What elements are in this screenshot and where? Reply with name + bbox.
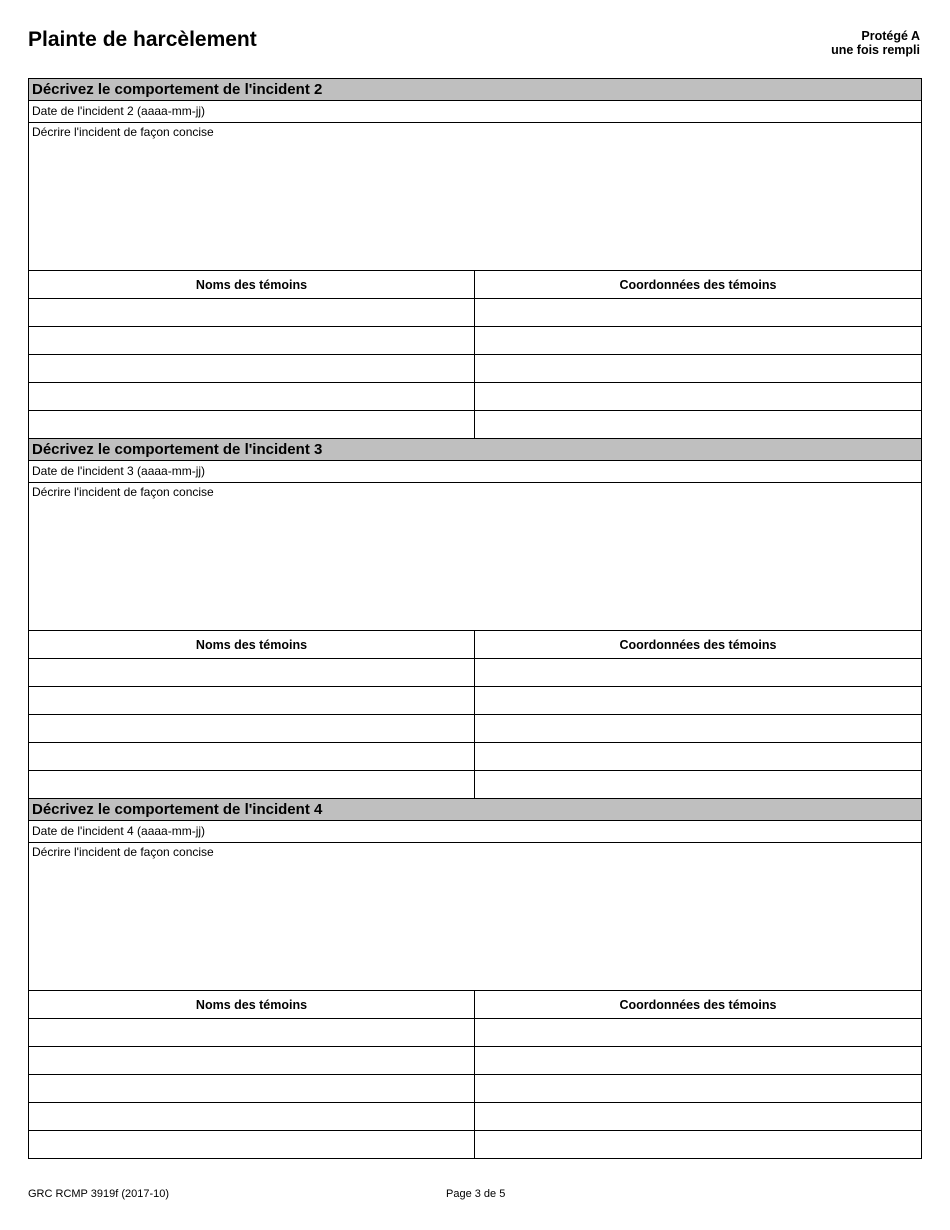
witness-name-input[interactable] (29, 299, 475, 326)
incident-form (28, 78, 922, 1159)
witness-row (29, 326, 921, 354)
incident-date-field[interactable]: Date de l'incident 4 (aaaa-mm-jj) (29, 820, 921, 842)
section-heading: Décrivez le comportement de l'incident 3 (29, 438, 921, 460)
witness-contact-input[interactable] (475, 1103, 921, 1130)
witness-table-header (29, 270, 921, 298)
witness-row (29, 714, 921, 742)
witness-names-header: Noms des témoins (29, 271, 475, 298)
witness-contact-input[interactable] (475, 715, 921, 742)
section-heading: Décrivez le comportement de l'incident 4 (29, 798, 921, 820)
page-number: Page 3 de 5 (446, 1188, 506, 1200)
witness-contact-input[interactable] (475, 687, 921, 714)
incident-section-2 (29, 78, 921, 438)
witness-contact-input[interactable] (475, 743, 921, 770)
witness-contact-input[interactable] (475, 411, 921, 438)
security-classification (831, 29, 920, 57)
witness-table-header (29, 990, 921, 1018)
witness-name-input[interactable] (29, 411, 475, 438)
incident-date-field[interactable]: Date de l'incident 2 (aaaa-mm-jj) (29, 100, 921, 122)
witness-names-header: Noms des témoins (29, 991, 475, 1018)
witness-row (29, 1074, 921, 1102)
witness-row (29, 686, 921, 714)
protected-label: Protégé A (861, 29, 920, 43)
page-title: Plainte de harcèlement (28, 28, 257, 51)
witness-row (29, 1046, 921, 1074)
witness-name-input[interactable] (29, 1103, 475, 1130)
witness-contact-input[interactable] (475, 1019, 921, 1046)
witness-row (29, 658, 921, 686)
incident-description-field[interactable]: Décrire l'incident de façon concise (29, 482, 921, 630)
witness-row (29, 382, 921, 410)
incident-description-field[interactable]: Décrire l'incident de façon concise (29, 842, 921, 990)
witness-contact-input[interactable] (475, 299, 921, 326)
witness-contact-header: Coordonnées des témoins (619, 277, 777, 292)
witness-row (29, 410, 921, 438)
witness-contact-input[interactable] (475, 771, 921, 798)
witness-contact-input[interactable] (475, 1047, 921, 1074)
witness-row (29, 298, 921, 326)
witness-name-input[interactable] (29, 1131, 475, 1158)
witness-name-input[interactable] (29, 743, 475, 770)
witness-contact-header: Coordonnées des témoins (619, 637, 777, 652)
witness-name-input[interactable] (29, 771, 475, 798)
witness-name-input[interactable] (29, 327, 475, 354)
witness-name-input[interactable] (29, 1019, 475, 1046)
incident-description-field[interactable]: Décrire l'incident de façon concise (29, 122, 921, 270)
witness-row (29, 742, 921, 770)
incident-date-field[interactable]: Date de l'incident 3 (aaaa-mm-jj) (29, 460, 921, 482)
witness-row (29, 770, 921, 798)
witness-name-input[interactable] (29, 659, 475, 686)
witness-contact-input[interactable] (475, 1075, 921, 1102)
protected-note: une fois rempli (831, 43, 920, 57)
witness-contact-input[interactable] (475, 1131, 921, 1158)
witness-name-input[interactable] (29, 1075, 475, 1102)
witness-contact-input[interactable] (475, 355, 921, 382)
witness-contact-input[interactable] (475, 327, 921, 354)
witness-table-header (29, 630, 921, 658)
witness-name-input[interactable] (29, 383, 475, 410)
incident-section-3 (29, 438, 921, 798)
witness-name-input[interactable] (29, 715, 475, 742)
witness-row (29, 354, 921, 382)
incident-section-4 (29, 798, 921, 1158)
witness-names-header: Noms des témoins (29, 631, 475, 658)
witness-name-input[interactable] (29, 355, 475, 382)
witness-contact-input[interactable] (475, 383, 921, 410)
witness-row (29, 1018, 921, 1046)
witness-row (29, 1130, 921, 1158)
form-identifier: GRC RCMP 3919f (2017-10) (28, 1188, 170, 1200)
section-heading: Décrivez le comportement de l'incident 2 (29, 78, 921, 100)
witness-contact-input[interactable] (475, 659, 921, 686)
witness-contact-header: Coordonnées des témoins (619, 997, 777, 1012)
witness-row (29, 1102, 921, 1130)
witness-name-input[interactable] (29, 1047, 475, 1074)
witness-name-input[interactable] (29, 687, 475, 714)
